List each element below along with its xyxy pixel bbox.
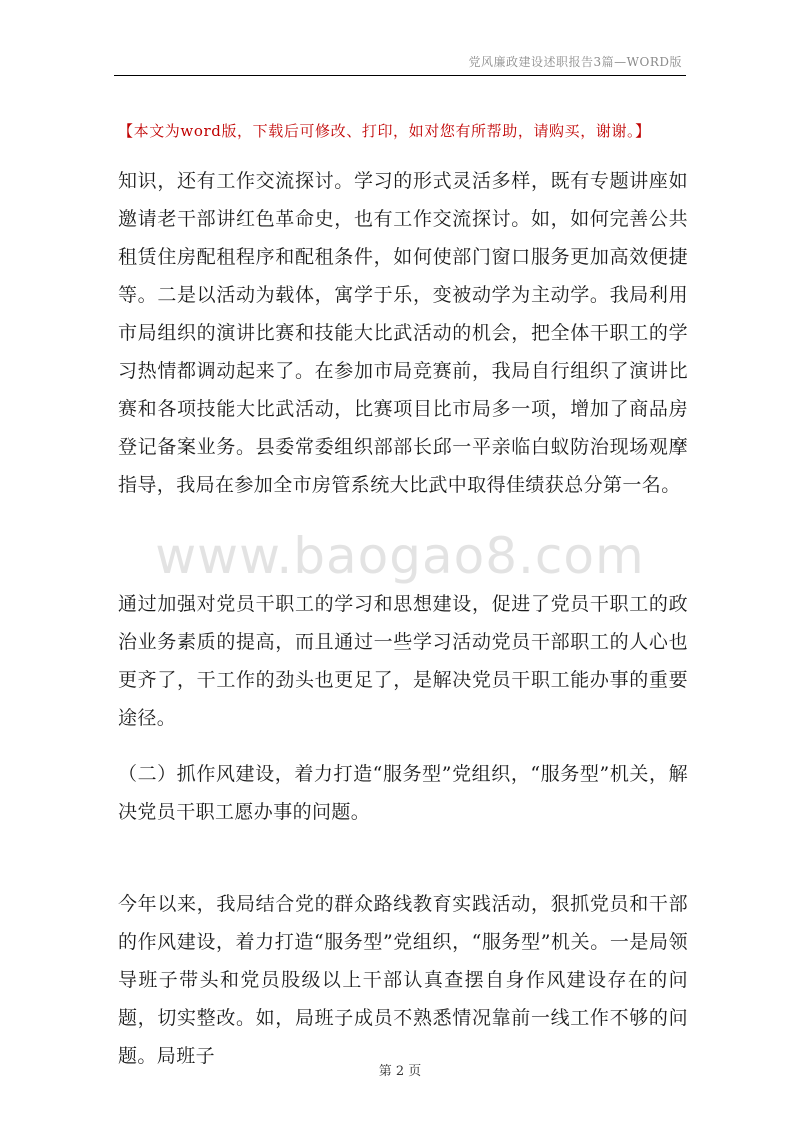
paragraph-3: 今年以来，我局结合党的群众路线教育实践活动，狠抓党员和干部的作风建设，着力打造“服务型”党组织，“服务型”机关。一是局领导班子带头和党员股级以上干部认真查摆自身作风建设存在的问题，切实整改。如，局班子成员不熟悉情况靠前一线工作不够的问题。局班子 [118,893,688,1067]
download-notice: 【本文为word版，下载后可修改、打印，如对您有所帮助，请购买，谢谢。】 [118,122,651,140]
section-heading-2: （二）抓作风建设，着力打造“服务型”党组织，“服务型”机关，解决党员干职工愿办事的问题。 [118,763,688,823]
paragraph-1: 知识，还有工作交流探讨。学习的形式灵活多样，既有专题讲座如邀请老干部讲红色革命史，也有工作交流探讨。如，如何完善公共租赁住房配租程序和配租条件，如何使部门窗口服务更加高效便捷等。二是以活动为载体，寓学于乐，变被动学为主动学。我局利用市局组织的演讲比赛和技能大比武活动的机会，把全体干职工的学习热情都调动起来了。在参加市局竞赛前，我局自行组织了演讲比赛和各项技能大比武活动，比赛项目比市局多一项，增加了商品房登记备案业务。县委常委组织部部长邱一平亲临白蚁防治现场观摩指导，我局在参加全市房管系统大比武中取得佳绩获总分第一名。 [118,170,688,496]
paragraph-2: 通过加强对党员干职工的学习和思想建设，促进了党员干职工的政治业务素质的提高，而且通过一些学习活动党员干部职工的人心也更齐了，干工作的劲头也更足了，是解决党员干职工能办事的重要途径。 [118,593,688,729]
document-header-title: 党风廉政建设述职报告3篇—WORD版 [468,55,682,69]
watermark: www.baogao8.com [155,527,645,585]
page-number: 第 2 页 [378,1064,422,1079]
header-divider [114,75,686,76]
